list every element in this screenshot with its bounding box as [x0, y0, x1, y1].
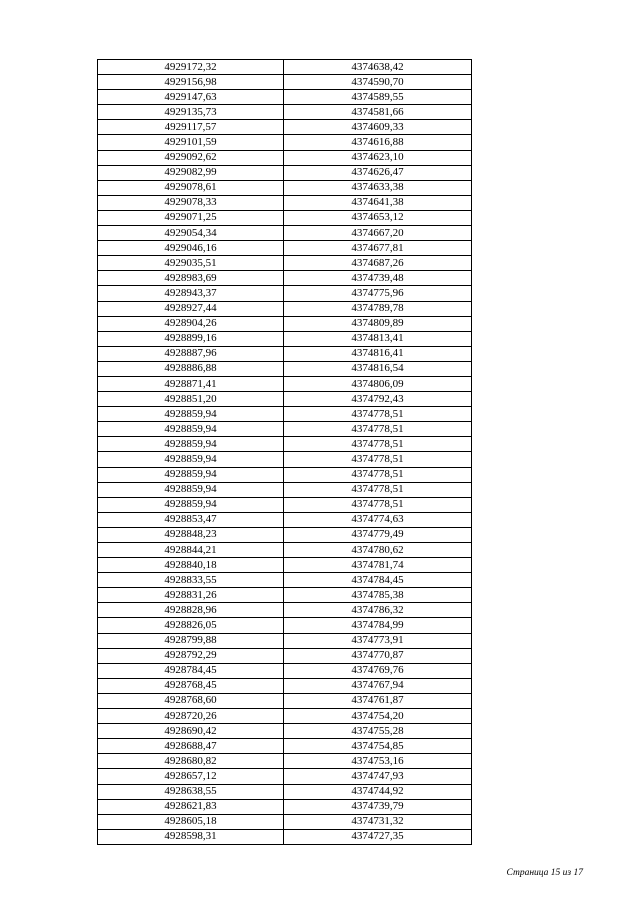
- coordinate-y-cell: 4374778,51: [284, 467, 472, 482]
- coordinate-x-cell: 4928784,45: [98, 663, 284, 678]
- coordinate-x-cell: 4928831,26: [98, 588, 284, 603]
- coordinate-x-cell: 4928848,23: [98, 527, 284, 542]
- table-row: [98, 784, 472, 799]
- coordinate-x-cell: 4928859,94: [98, 422, 284, 437]
- coordinate-y-cell: 4374641,38: [284, 195, 472, 210]
- coordinate-y-cell: 4374792,43: [284, 392, 472, 407]
- table-row: [98, 739, 472, 754]
- coordinate-y-cell: 4374731,32: [284, 814, 472, 829]
- table-row: [98, 678, 472, 693]
- coordinate-y-cell: 4374739,79: [284, 799, 472, 814]
- coordinate-y-cell: 4374816,54: [284, 361, 472, 376]
- coordinate-x-cell: 4929147,63: [98, 90, 284, 105]
- coordinate-x-cell: 4928638,55: [98, 784, 284, 799]
- coordinate-y-cell: 4374784,45: [284, 573, 472, 588]
- table-row: [98, 769, 472, 784]
- coordinate-y-cell: 4374626,47: [284, 165, 472, 180]
- coordinate-y-cell: 4374786,32: [284, 603, 472, 618]
- coordinates-table: [97, 59, 472, 845]
- coordinate-y-cell: 4374778,51: [284, 482, 472, 497]
- coordinate-y-cell: 4374667,20: [284, 226, 472, 241]
- coordinate-x-cell: 4929156,98: [98, 75, 284, 90]
- coordinate-y-cell: 4374638,42: [284, 60, 472, 75]
- coordinate-y-cell: 4374616,88: [284, 135, 472, 150]
- table-row: [98, 75, 472, 90]
- coordinate-y-cell: 4374779,49: [284, 527, 472, 542]
- coordinate-y-cell: 4374590,70: [284, 75, 472, 90]
- coordinate-x-cell: 4929101,59: [98, 135, 284, 150]
- table-row: [98, 316, 472, 331]
- coordinate-y-cell: 4374778,51: [284, 497, 472, 512]
- table-row: [98, 376, 472, 391]
- coordinate-x-cell: 4928927,44: [98, 301, 284, 316]
- coordinate-x-cell: 4928826,05: [98, 618, 284, 633]
- coordinate-y-cell: 4374581,66: [284, 105, 472, 120]
- table-row: [98, 512, 472, 527]
- coordinate-x-cell: 4929092,62: [98, 150, 284, 165]
- coordinate-y-cell: 4374781,74: [284, 558, 472, 573]
- table-row: [98, 210, 472, 225]
- coordinate-y-cell: 4374784,99: [284, 618, 472, 633]
- table-row: [98, 407, 472, 422]
- table-row: [98, 709, 472, 724]
- coordinate-y-cell: 4374816,41: [284, 346, 472, 361]
- coordinate-x-cell: 4928799,88: [98, 633, 284, 648]
- coordinate-x-cell: 4928859,94: [98, 452, 284, 467]
- coordinate-x-cell: 4928859,94: [98, 407, 284, 422]
- coordinate-x-cell: 4929054,34: [98, 226, 284, 241]
- coordinate-y-cell: 4374767,94: [284, 678, 472, 693]
- coordinate-y-cell: 4374727,35: [284, 829, 472, 844]
- table-row: [98, 361, 472, 376]
- table-row: [98, 497, 472, 512]
- coordinate-y-cell: 4374775,96: [284, 286, 472, 301]
- coordinate-y-cell: 4374789,78: [284, 301, 472, 316]
- coordinate-x-cell: 4929071,25: [98, 210, 284, 225]
- coordinate-x-cell: 4928768,45: [98, 678, 284, 693]
- table-row: [98, 799, 472, 814]
- table-row: [98, 271, 472, 286]
- coordinate-y-cell: 4374754,85: [284, 739, 472, 754]
- table-row: [98, 588, 472, 603]
- coordinate-x-cell: 4928657,12: [98, 769, 284, 784]
- table-row: [98, 573, 472, 588]
- coordinate-x-cell: 4928859,94: [98, 467, 284, 482]
- coordinate-x-cell: 4928886,88: [98, 361, 284, 376]
- coordinate-y-cell: 4374589,55: [284, 90, 472, 105]
- coordinate-x-cell: 4928844,21: [98, 543, 284, 558]
- coordinate-x-cell: 4929046,16: [98, 241, 284, 256]
- coordinate-x-cell: 4928690,42: [98, 724, 284, 739]
- table-row: [98, 724, 472, 739]
- table-row: [98, 452, 472, 467]
- coordinate-y-cell: 4374609,33: [284, 120, 472, 135]
- coordinate-x-cell: 4928904,26: [98, 316, 284, 331]
- coordinate-x-cell: 4929035,51: [98, 256, 284, 271]
- table-row: [98, 482, 472, 497]
- table-row: [98, 754, 472, 769]
- coordinate-y-cell: 4374769,76: [284, 663, 472, 678]
- table-row: [98, 558, 472, 573]
- table-row: [98, 241, 472, 256]
- coordinate-y-cell: 4374774,63: [284, 512, 472, 527]
- table-row: [98, 829, 472, 844]
- table-row: [98, 301, 472, 316]
- table-row: [98, 814, 472, 829]
- coordinate-y-cell: 4374633,38: [284, 180, 472, 195]
- page-footer: [507, 868, 584, 878]
- coordinate-x-cell: 4928899,16: [98, 331, 284, 346]
- coordinate-y-cell: 4374623,10: [284, 150, 472, 165]
- coordinate-y-cell: 4374755,28: [284, 724, 472, 739]
- coordinate-x-cell: 4928853,47: [98, 512, 284, 527]
- coordinate-y-cell: 4374747,93: [284, 769, 472, 784]
- table-row: [98, 603, 472, 618]
- coordinate-y-cell: 4374754,20: [284, 709, 472, 724]
- coordinate-y-cell: 4374785,38: [284, 588, 472, 603]
- coordinate-y-cell: 4374780,62: [284, 543, 472, 558]
- table-row: [98, 195, 472, 210]
- coordinate-y-cell: 4374761,87: [284, 693, 472, 708]
- coordinate-x-cell: 4929117,57: [98, 120, 284, 135]
- coordinate-x-cell: 4928851,20: [98, 392, 284, 407]
- table-row: [98, 422, 472, 437]
- coordinate-x-cell: 4928768,60: [98, 693, 284, 708]
- coordinate-x-cell: 4928833,55: [98, 573, 284, 588]
- table-row: [98, 633, 472, 648]
- table-row: [98, 467, 472, 482]
- page-number-label: Страница 15 из 17: [506, 868, 583, 878]
- table-row: [98, 120, 472, 135]
- coordinate-x-cell: 4929078,61: [98, 180, 284, 195]
- coordinate-y-cell: 4374653,12: [284, 210, 472, 225]
- coordinate-x-cell: 4928983,69: [98, 271, 284, 286]
- table-row: [98, 165, 472, 180]
- coordinate-y-cell: 4374773,91: [284, 633, 472, 648]
- coordinate-x-cell: 4928871,41: [98, 376, 284, 391]
- coordinate-y-cell: 4374778,51: [284, 437, 472, 452]
- coordinate-y-cell: 4374778,51: [284, 407, 472, 422]
- table-row: [98, 693, 472, 708]
- coordinate-x-cell: 4928840,18: [98, 558, 284, 573]
- coordinate-y-cell: 4374753,16: [284, 754, 472, 769]
- table-row: [98, 226, 472, 241]
- table-row: [98, 618, 472, 633]
- coordinate-x-cell: 4929082,99: [98, 165, 284, 180]
- coordinate-x-cell: 4928859,94: [98, 482, 284, 497]
- table-row: [98, 60, 472, 75]
- coordinate-x-cell: 4929172,32: [98, 60, 284, 75]
- coordinate-x-cell: 4928688,47: [98, 739, 284, 754]
- coordinate-x-cell: 4928680,82: [98, 754, 284, 769]
- coordinate-x-cell: 4928859,94: [98, 497, 284, 512]
- table-row: [98, 346, 472, 361]
- table-row: [98, 392, 472, 407]
- table-row: [98, 543, 472, 558]
- coordinate-x-cell: 4928720,26: [98, 709, 284, 724]
- coordinate-y-cell: 4374744,92: [284, 784, 472, 799]
- table-row: [98, 135, 472, 150]
- coordinate-x-cell: 4929135,73: [98, 105, 284, 120]
- coordinate-y-cell: 4374770,87: [284, 648, 472, 663]
- coordinate-x-cell: 4928887,96: [98, 346, 284, 361]
- table-row: [98, 105, 472, 120]
- table-row: [98, 648, 472, 663]
- table-row: [98, 437, 472, 452]
- coordinate-x-cell: 4928792,29: [98, 648, 284, 663]
- table-row: [98, 331, 472, 346]
- table-row: [98, 150, 472, 165]
- coordinate-x-cell: 4928621,83: [98, 799, 284, 814]
- coordinate-y-cell: 4374806,09: [284, 376, 472, 391]
- coordinate-y-cell: 4374778,51: [284, 452, 472, 467]
- coordinate-x-cell: 4928605,18: [98, 814, 284, 829]
- table-row: [98, 527, 472, 542]
- coordinate-x-cell: 4928828,96: [98, 603, 284, 618]
- coordinates-table-body: [98, 60, 472, 845]
- table-row: [98, 286, 472, 301]
- coordinate-y-cell: 4374809,89: [284, 316, 472, 331]
- table-row: [98, 90, 472, 105]
- coordinate-y-cell: 4374778,51: [284, 422, 472, 437]
- coordinate-x-cell: 4928859,94: [98, 437, 284, 452]
- table-row: [98, 180, 472, 195]
- coordinate-y-cell: 4374739,48: [284, 271, 472, 286]
- coordinate-x-cell: 4928943,37: [98, 286, 284, 301]
- coordinate-x-cell: 4929078,33: [98, 195, 284, 210]
- table-row: [98, 663, 472, 678]
- coordinate-y-cell: 4374677,81: [284, 241, 472, 256]
- coordinate-y-cell: 4374687,26: [284, 256, 472, 271]
- table-row: [98, 256, 472, 271]
- coordinate-x-cell: 4928598,31: [98, 829, 284, 844]
- coordinate-y-cell: 4374813,41: [284, 331, 472, 346]
